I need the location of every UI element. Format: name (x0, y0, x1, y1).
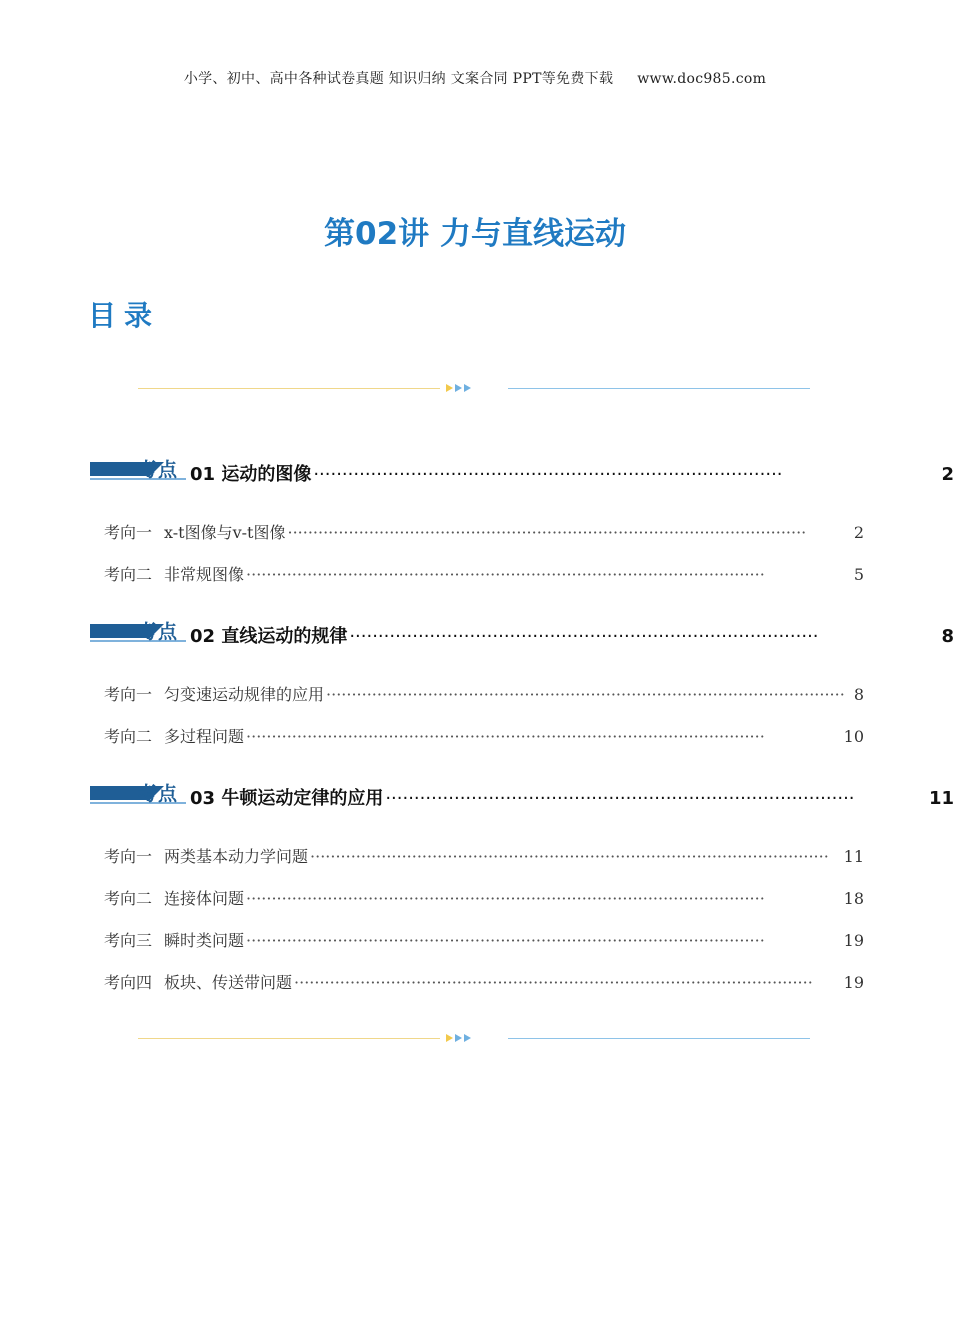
kaodian-badge-icon: 考点 (90, 620, 186, 646)
toc-section-link[interactable]: 02 直线运动的规律 ·················································································· 8 (190, 626, 954, 647)
toc-item[interactable]: 考向三 瞬时类问题 ······································································································ 19 (104, 931, 864, 950)
toc-section-1 (90, 459, 954, 492)
header-site-link[interactable]: www.doc985.com (637, 71, 767, 87)
toc-heading: 目录 (88, 299, 161, 332)
toc-item[interactable]: 考向四 板块、传送带问题 ······································································································ 19 (104, 973, 864, 992)
toc-item[interactable]: 考向一 匀变速运动规律的应用 ······································································································ 8 (104, 685, 864, 704)
arrows-icon (446, 382, 473, 394)
toc-section-3 (90, 783, 954, 816)
toc-section-2 (90, 621, 954, 654)
toc-item[interactable]: 考向一 x-t图像与v-t图像 ······································································································ 2 (104, 523, 864, 542)
page-header (0, 68, 950, 88)
toc-section-link[interactable]: 01 运动的图像 ·················································································· 2 (190, 464, 954, 485)
header-text: 小学、初中、高中各种试卷真题 知识归纳 文案合同 PPT等免费下载 (183, 71, 614, 87)
toc-item[interactable]: 考向二 非常规图像 ······································································································ 5 (104, 565, 864, 584)
divider-top (138, 382, 810, 394)
document-title: 第02讲 力与直线运动 (324, 216, 626, 252)
arrows-icon (446, 1032, 473, 1044)
toc-item[interactable]: 考向二 连接体问题 ······································································································ 18 (104, 889, 864, 908)
kaodian-badge-icon: 考点 (90, 782, 186, 808)
toc-section-link[interactable]: 03 牛顿运动定律的应用 ·················································································· 11 (190, 788, 954, 809)
toc-item[interactable]: 考向二 多过程问题 ······································································································ 10 (104, 727, 864, 746)
kaodian-badge-icon: 考点 (90, 458, 186, 484)
toc-item[interactable]: 考向一 两类基本动力学问题 ······································································································ 11 (104, 847, 864, 866)
divider-bottom (138, 1032, 810, 1044)
